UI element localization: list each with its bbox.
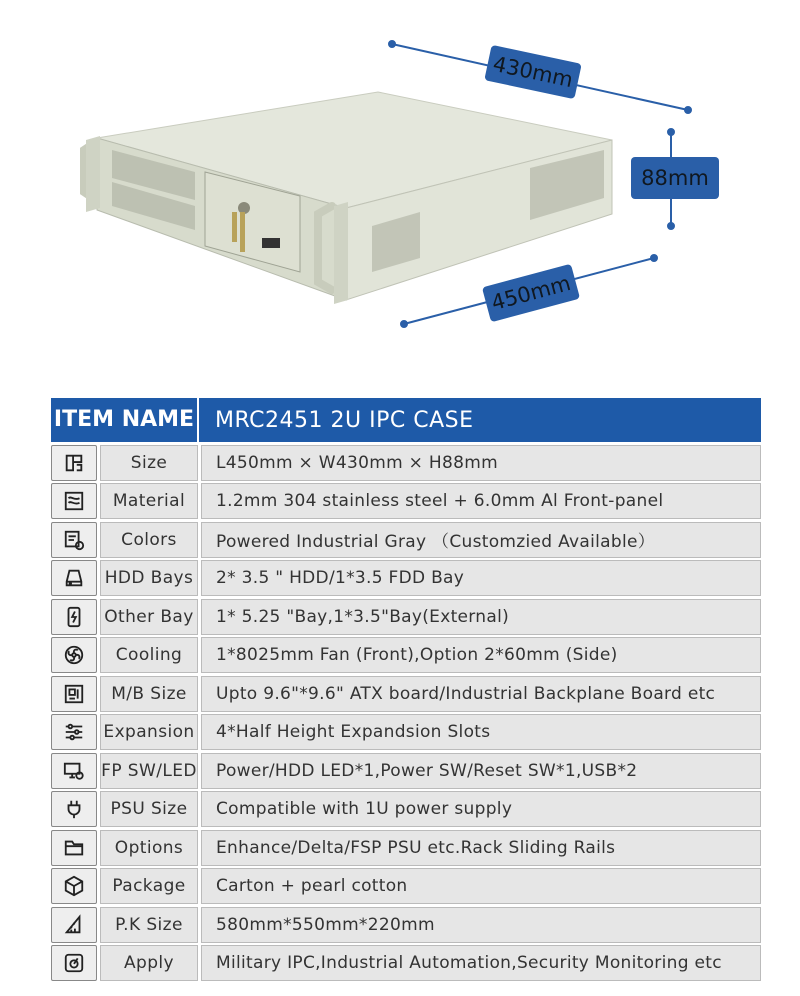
row-value: 4*Half Height Expandsion Slots [201,714,761,750]
row-label: Material [100,483,198,519]
size-icon [51,445,97,481]
row-label: P.K Size [100,907,198,943]
row-label: FP SW/LED [100,753,198,789]
row-label: Package [100,868,198,904]
package-icon [51,868,97,904]
row-label: Apply [100,945,198,981]
row-value: L450mm × W430mm × H88mm [201,445,761,481]
table-row [51,907,761,943]
fan-icon [51,637,97,673]
product-image [0,0,800,390]
row-label: M/B Size [100,676,198,712]
table-row [51,868,761,904]
table-row [51,483,761,519]
row-value: Military IPC,Industrial Automation,Security Monitoring etc [201,945,761,981]
ruler-icon [51,907,97,943]
row-label: Other Bay [100,599,198,635]
expansion-icon [51,714,97,750]
row-value: Powered Industrial Gray （Customzied Available） [201,522,761,558]
row-value: Carton + pearl cotton [201,868,761,904]
row-value: 1.2mm 304 stainless steel + 6.0mm Al Front-panel [201,483,761,519]
header-product-name: MRC2451 2U IPC CASE [215,407,474,433]
bay-icon [51,599,97,635]
header-item-name: ITEM NAME [51,398,199,442]
width-dimension-label: 430mm [484,45,581,99]
table-row [51,753,761,789]
depth-dimension-label: 450mm [482,264,580,323]
row-label: Colors [100,522,198,558]
folder-icon [51,830,97,866]
colors-icon [51,522,97,558]
front-panel-icon [51,753,97,789]
table-row [51,714,761,750]
table-row [51,830,761,866]
row-label: Size [100,445,198,481]
row-label: PSU Size [100,791,198,827]
table-row [51,599,761,635]
table-row [51,676,761,712]
row-value: Compatible with 1U power supply [201,791,761,827]
height-dimension-label: 88mm [631,157,719,199]
table-row [51,945,761,981]
drive-slot [262,238,280,248]
table-row [51,522,761,558]
hdd-icon [51,560,97,596]
apply-icon [51,945,97,981]
spec-table [51,398,761,981]
row-value: 1*8025mm Fan (Front),Option 2*60mm (Side) [201,637,761,673]
row-value: 580mm*550mm*220mm [201,907,761,943]
table-row [51,560,761,596]
motherboard-icon [51,676,97,712]
row-value: 2* 3.5 " HDD/1*3.5 FDD Bay [201,560,761,596]
table-row [51,637,761,673]
row-label: Cooling [100,637,198,673]
row-value: 1* 5.25 "Bay,1*3.5"Bay(External) [201,599,761,635]
table-header [51,398,761,442]
row-value: Upto 9.6"*9.6" ATX board/Industrial Backplane Board etc [201,676,761,712]
psu-icon [51,791,97,827]
table-row [51,791,761,827]
row-label: Expansion [100,714,198,750]
material-icon [51,483,97,519]
row-label: HDD Bays [100,560,198,596]
table-row [51,445,761,481]
row-value: Enhance/Delta/FSP PSU etc.Rack Sliding Rails [201,830,761,866]
row-label: Options [100,830,198,866]
row-value: Power/HDD LED*1,Power SW/Reset SW*1,USB*2 [201,753,761,789]
